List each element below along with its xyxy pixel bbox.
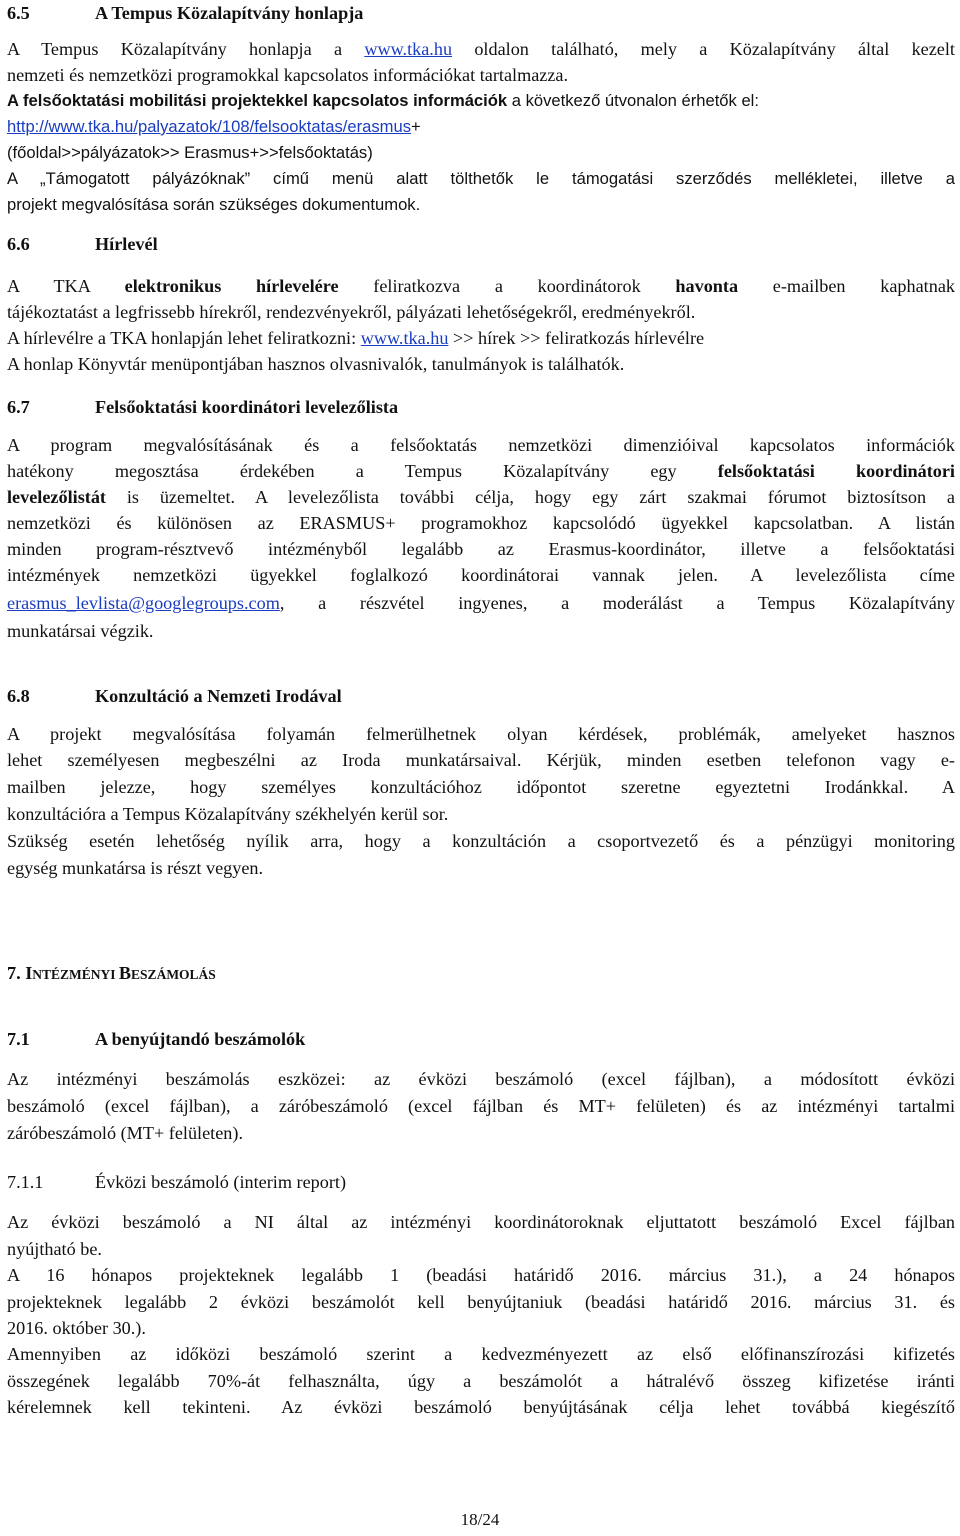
erasmus-url-link[interactable]: http://www.tka.hu/palyazatok/108/felsooktatas/erasmus [7,117,411,136]
paragraph-line: A TKA elektronikus hírlevelére feliratkozva a koordinátorok havonta e-mailben kaphatnak [7,276,955,296]
section-6-8-heading: 6.8 Konzultáció a Nemzeti Irodával [7,686,342,706]
paragraph-line: záróbeszámoló (MT+ felületen). [7,1123,243,1143]
section-7-1-1-heading: 7.1.1 Évközi beszámoló (interim report) [7,1172,347,1192]
paragraph-line: Az évközi beszámoló a NI által az intézményi koordinátoroknak eljuttatott beszámoló Excel fájlban [7,1212,955,1232]
paragraph-line: nemzetközi és különösen az ERASMUS+ programokhoz kapcsolódó ügyekkel kapcsolatban. A listán [7,513,955,533]
paragraph-line: 2016. október 30.). [7,1318,146,1338]
mailing-list-email-link[interactable]: erasmus_levlista@googlegroups.com [7,593,280,613]
section-6-7-heading: 6.7 Felsőoktatási koordinátori levelezőlista [7,397,399,417]
page-number: 18/24 [460,1510,500,1529]
paragraph-line: kérelemnek kell tekinteni. Az évközi beszámoló benyújtásának célja lehet továbbá kiegészítő [7,1397,955,1417]
tka-link[interactable]: www.tka.hu [360,328,449,348]
paragraph-line: munkatársai végzik. [7,621,154,641]
paragraph-line: A 16 hónapos projekteknek legalább 1 (beadási határidő 2016. március 31.), a 24 hónapos [7,1265,955,1285]
paragraph-line: levelezőlistát is üzemeltet. A levelezőlista további célja, hogy egy zárt szakmai fórumot biztosítson a [7,487,955,507]
section-title: A Tempus Közalapítvány honlapja [95,3,364,23]
section-6-6-heading: 6.6 Hírlevél [7,234,158,254]
paragraph-line: minden program-résztvevő intézményből legalább az Erasmus-koordinátor, illetve a felsőoktatási [7,539,955,559]
paragraph-line: A honlap Könyvtár menüpontjában hasznos olvasnivalók, tanulmányok is találhatók. [7,354,625,374]
tka-link[interactable]: www.tka.hu [364,39,453,59]
paragraph-line: nemzeti és nemzetközi programokkal kapcsolatos információkat tartalmazza. [7,65,569,85]
paragraph-line: Szükség esetén lehetőség nyílik arra, hogy a konzultáción a csoportvezető és a pénzügyi monitoring [7,831,955,851]
paragraph-line: lehet személyesen megbeszélni az Iroda munkatársaival. Kérjük, minden esetben telefonon vagy e- [7,750,955,770]
paragraph-line: Az intézményi beszámolás eszközei: az évközi beszámoló (excel fájlban), a módosított évközi [7,1069,955,1089]
paragraph-line: összegének legalább 70%-át felhasználta, úgy a beszámolót a hátralévő összeg kifizetése iránti [7,1371,955,1391]
paragraph-line: egység munkatársa is részt vegyen. [7,858,264,878]
section-number: 6.5 [7,3,30,23]
paragraph-line: projekt megvalósítása során szükséges dokumentumok. [7,195,421,214]
paragraph-line: A Tempus Közalapítvány honlapja a www.tka.hu oldalon található, mely a Közalapítvány által kezelt [7,39,955,59]
paragraph-line: (főoldal>>pályázatok>> Erasmus+>>felsőoktatás) [7,143,373,162]
paragraph-line: konzultációra a Tempus Közalapítvány székhelyén kerül sor. [7,804,449,824]
paragraph-line: http://www.tka.hu/palyazatok/108/felsooktatas/erasmus+ [7,117,421,136]
paragraph-line: projekteknek legalább 2 évközi beszámolót kell benyújtaniuk (beadási határidő 2016. március 31. és [7,1292,955,1312]
paragraph-line: intézmények nemzetközi ügyekkel foglalkozó koordinátorai vannak jelen. A levelezőlista címe [7,565,955,585]
paragraph-line: beszámoló (excel fájlban), a záróbeszámoló (excel fájlban és MT+ felületen) és az intézményi tartalmi [7,1096,955,1116]
section-6-5-heading [7,0,363,26]
paragraph-line: A program megvalósításának és a felsőoktatás nemzetközi dimenzióival kapcsolatos információk [7,435,955,455]
paragraph-line: mailben jelezze, hogy személyes konzultációhoz időpontot szeretne egyeztetni Irodánkkal. A [7,777,955,797]
paragraph-line: A felsőoktatási mobilitási projektekkel kapcsolatos információk a következő útvonalon érhetők el: [7,91,759,110]
paragraph-line: A hírlevélre a TKA honlapján lehet feliratkozni: www.tka.hu >> hírek >> feliratkozás hírlevélre [7,328,705,348]
paragraph-line: erasmus_levlista@googlegroups.com, a részvétel ingyenes, a moderálást a Tempus Közalapítvány [7,593,955,613]
section-7-1-heading: 7.1 A benyújtandó beszámolók [7,1029,306,1049]
paragraph-line: Amennyiben az időközi beszámoló szerint a kedvezményezett az első előfinanszírozási kifizetés [7,1344,955,1364]
paragraph-line: hatékony megosztása érdekében a Tempus Közalapítvány egy felsőoktatási koordinátori [7,461,955,481]
paragraph-line: A projekt megvalósítása folyamán felmerülhetnek olyan kérdések, problémák, amelyeket hasznos [7,724,955,744]
paragraph-line: A „Támogatott pályázóknak” című menü alatt tölthetők le támogatási szerződés mellékletei, illetve a [7,169,955,188]
chapter-7-heading: 7. INTÉZMÉNYI BESZÁMOLÁS [7,963,216,983]
paragraph-line: tájékoztatást a legfrissebb hírekről, rendezvényekről, pályázati lehetőségekről, eredményekről. [7,302,696,322]
paragraph-line: nyújtható be. [7,1239,102,1259]
